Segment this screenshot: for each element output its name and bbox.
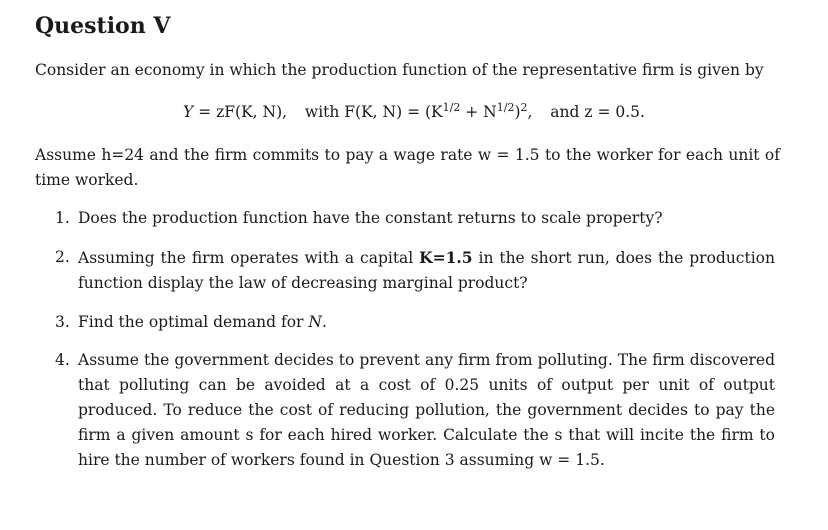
- eq-z-value: z = 0.5.: [584, 103, 645, 121]
- eq-lhs: Y: [183, 103, 194, 121]
- question-text-post: .: [321, 313, 327, 331]
- question-item-2: [55, 245, 775, 296]
- question-number: 2.: [55, 248, 70, 266]
- eq-exp-half-K: 1/2: [442, 101, 461, 114]
- question-title: Question V: [35, 13, 171, 39]
- question-text-pre: Find the optimal demand for: [78, 313, 309, 331]
- question-text: [78, 245, 775, 296]
- eq-exp-half-N: 1/2: [496, 101, 515, 114]
- question-item-1: [55, 206, 775, 231]
- eq-with: with: [304, 103, 340, 121]
- question-text-pre: Assuming the firm operates with a capital: [78, 249, 420, 267]
- question-number: 3.: [55, 313, 70, 331]
- eq-and: and: [550, 103, 580, 121]
- question-text-post: in the short run, does the production function display the law of decreasing marginal product?: [78, 249, 775, 292]
- eq-exp-two: 2: [520, 101, 528, 114]
- intro-paragraph: Consider an economy in which the production function of the representative firm is given by: [35, 61, 764, 79]
- assumption-paragraph: Assume h=24 and the firm commits to pay a wage rate w = 1.5 to the worker for each unit of time worked.: [35, 146, 780, 189]
- capital-value: K=1.5: [419, 248, 473, 267]
- question-number: 1.: [55, 209, 70, 227]
- eq-F-def: F(K, N) = (K: [344, 103, 443, 121]
- question-text: [78, 310, 775, 335]
- eq-plus-N: + N: [460, 103, 497, 121]
- question-item-4: [55, 348, 775, 473]
- question-item-3: [55, 310, 775, 335]
- question-number: 4.: [55, 351, 70, 369]
- production-function-equation: Y = zF(K, N), with F(K, $N) = (K^{1/2} + N^{1/2})^2$, and z = 0.5.: [183, 101, 645, 121]
- question-text: Does the production function have the constant returns to scale property?: [78, 209, 663, 227]
- eq-close: ): [514, 103, 521, 121]
- variable-N: N: [308, 313, 322, 331]
- eq-rhs: = zF(K, N),: [198, 103, 288, 121]
- question-text: Assume the government decides to prevent any firm from polluting. The firm discovered that polluting can be avoided at a cost of 0.25 units of output per unit of output produced. To reduce the cost of reducing pollution, the government decides to pay the firm a given amount s for each hired worker. Calculate the s that will incite the firm to hire the number of workers found in Question 3 assuming w = 1.5.: [78, 351, 775, 469]
